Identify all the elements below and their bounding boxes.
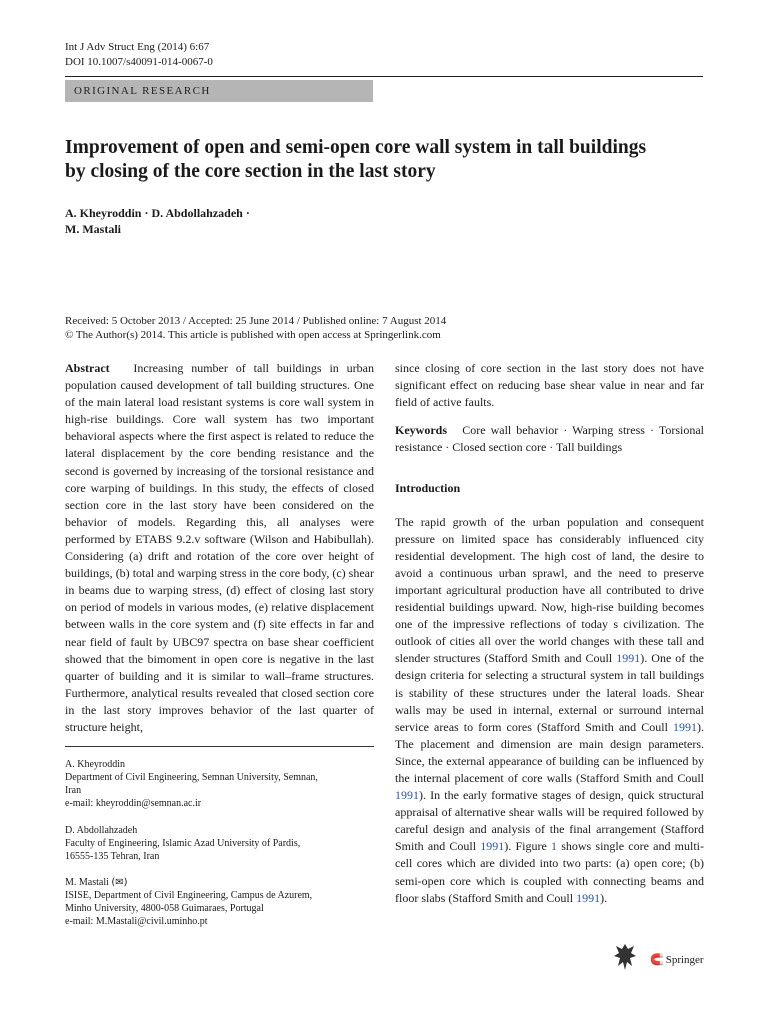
envelope-icon: (✉) [111, 877, 128, 888]
citation-link[interactable]: 1991 [616, 651, 641, 666]
affiliation-address: Iran [65, 785, 82, 796]
introduction-paragraph: The rapid growth of the urban population and consequent pressure on limited space has considerably influenced city residential development. The high cost of land, the desire to avoid a continuous urban sprawl, and the need to preserve important agricultural production have all contributed to drive residential buildings upward. Now, high-rise building becomes one of the impressive reflections of today s civilization. The outlook of cities all over the world changes with these tall and slender structures (Stafford Smith and Coull 1991). One of the design criteria for selecting a structural system in tall buildings is stability of these structures under the lateral loads. Shear walls may be used in internal, external or surround internal service areas to form cores (Stafford Smith and Coull 1991). The placement and dimension are main design parameters. Since, the external appearance of building can be influenced by the internal placement of core walls (Stafford Smith and Coull 1991). In the early formative stages of design, quick structural appraisal of alternative shear walls will be required followed by careful design and analysis of the final arrangement (Stafford Smith and Coull 1991). Figure 1 shows single core and multi-cell cores which are divided into two parts: (a) open core; (b) semi-open core which is coupled with connecting beams and floor slabs (Stafford Smith and Coull 1991). [395, 514, 704, 905]
copyright-notice: © The Author(s) 2014. This article is published with open access at Springerlink.com [65, 329, 441, 341]
affiliation-address: Department of Civil Engineering, Semnan University, Semnan, [65, 772, 318, 783]
keywords-text: Core wall behavior · Warping stress · Torsional resistance · Closed section core · Tall buildings [395, 423, 704, 455]
doi-line: DOI 10.1007/s40091-014-0067-0 [65, 56, 213, 68]
keywords-label: Keywords [395, 423, 447, 438]
affiliation-address: ISISE, Department of Civil Engineering, Campus de Azurem, [65, 890, 313, 901]
introduction-heading: Introduction [395, 481, 461, 496]
author-list [65, 205, 465, 237]
author-line-2: M. Mastali [65, 222, 121, 236]
affiliation-name: D. Abdollahzadeh [65, 825, 138, 836]
article-type-band: ORIGINAL RESEARCH [65, 80, 373, 102]
citation-link[interactable]: 1991 [576, 890, 601, 905]
article-title: Improvement of open and semi-open core wall system in tall buildings by closing of the core section in the last story [65, 137, 647, 182]
figure-link[interactable]: 1 [551, 839, 558, 854]
affiliation-name-line [65, 876, 374, 889]
journal-citation: Int J Adv Struct Eng (2014) 6:67 [65, 41, 210, 53]
affiliations-divider [65, 746, 374, 747]
citation-link[interactable]: 1991 [395, 788, 419, 803]
abstract-continuation: since closing of core section in the last story does not have significant effect on reducing base shear value in near and far field of active faults. [395, 361, 704, 410]
springer-horse-icon [613, 942, 637, 972]
affiliation-address: Faculty of Engineering, Islamic Azad University of Pardis, [65, 838, 301, 849]
left-column [65, 360, 374, 736]
citation-link[interactable]: 1991 [480, 839, 505, 854]
abstract-label: Abstract [65, 361, 110, 375]
author-line-1: A. Kheyroddin · D. Abdollahzadeh · [65, 206, 250, 220]
affiliation-address: Minho University, 4800-058 Guimaraes, Portugal [65, 903, 264, 914]
affiliation-3 [65, 876, 374, 928]
affiliation-1 [65, 758, 374, 810]
affiliation-name: M. Mastali [65, 877, 109, 888]
publication-dates [65, 314, 705, 342]
affiliation-2 [65, 824, 374, 863]
springer-logo-icon: 🧲 [650, 953, 664, 966]
abstract [65, 360, 374, 736]
citation-link[interactable]: 1991 [673, 719, 697, 734]
affiliation-address: 16555-135 Tehran, Iran [65, 851, 160, 862]
publisher-name: 🧲 Springer [650, 953, 704, 966]
affiliation-email[interactable]: e-mail: kheyroddin@semnan.ac.ir [65, 798, 202, 809]
right-column [395, 360, 704, 907]
header-divider [65, 76, 703, 77]
keywords [395, 422, 704, 456]
history-dates: Received: 5 October 2013 / Accepted: 25 June 2014 / Published online: 7 August 2014 [65, 315, 447, 327]
abstract-text: Increasing number of tall buildings in urban population caused development of tall building structures. One of the main lateral load resistant systems is core wall system in high-rise buildings. Core wall system has two important behavioral aspects where the first aspect is related to reduce the lateral displacement by the core bending resistance and the second is governed by increasing of the torsional resistance and core warping of buildings. In this study, the effects of closed section core in the last story have been considered on the behavior of models. Regarding this, all analyses were performed by ETABS 9.2.v software (Wilson and Habibullah). Considering (a) drift and rotation of the core over height of buildings, (b) total and warping stress in the core body, (c) shear in beams due to warping stress, (d) effect of closing last story on period of models in various modes, (e) relative displacement between walls in the core system and (f) site effects in far and near field of fault by UBC97 spectra on base shear coefficient showed that the bimoment in open core is negative in the last quarter of building and it is similar to wall–frame structures. Furthermore, analytical results revealed that closed section core in the last story improves behavior of the last quarter of structure height, [65, 361, 374, 734]
affiliation-name: A. Kheyroddin [65, 759, 125, 770]
affiliation-email[interactable]: e-mail: M.Mastali@civil.uminho.pt [65, 916, 208, 927]
